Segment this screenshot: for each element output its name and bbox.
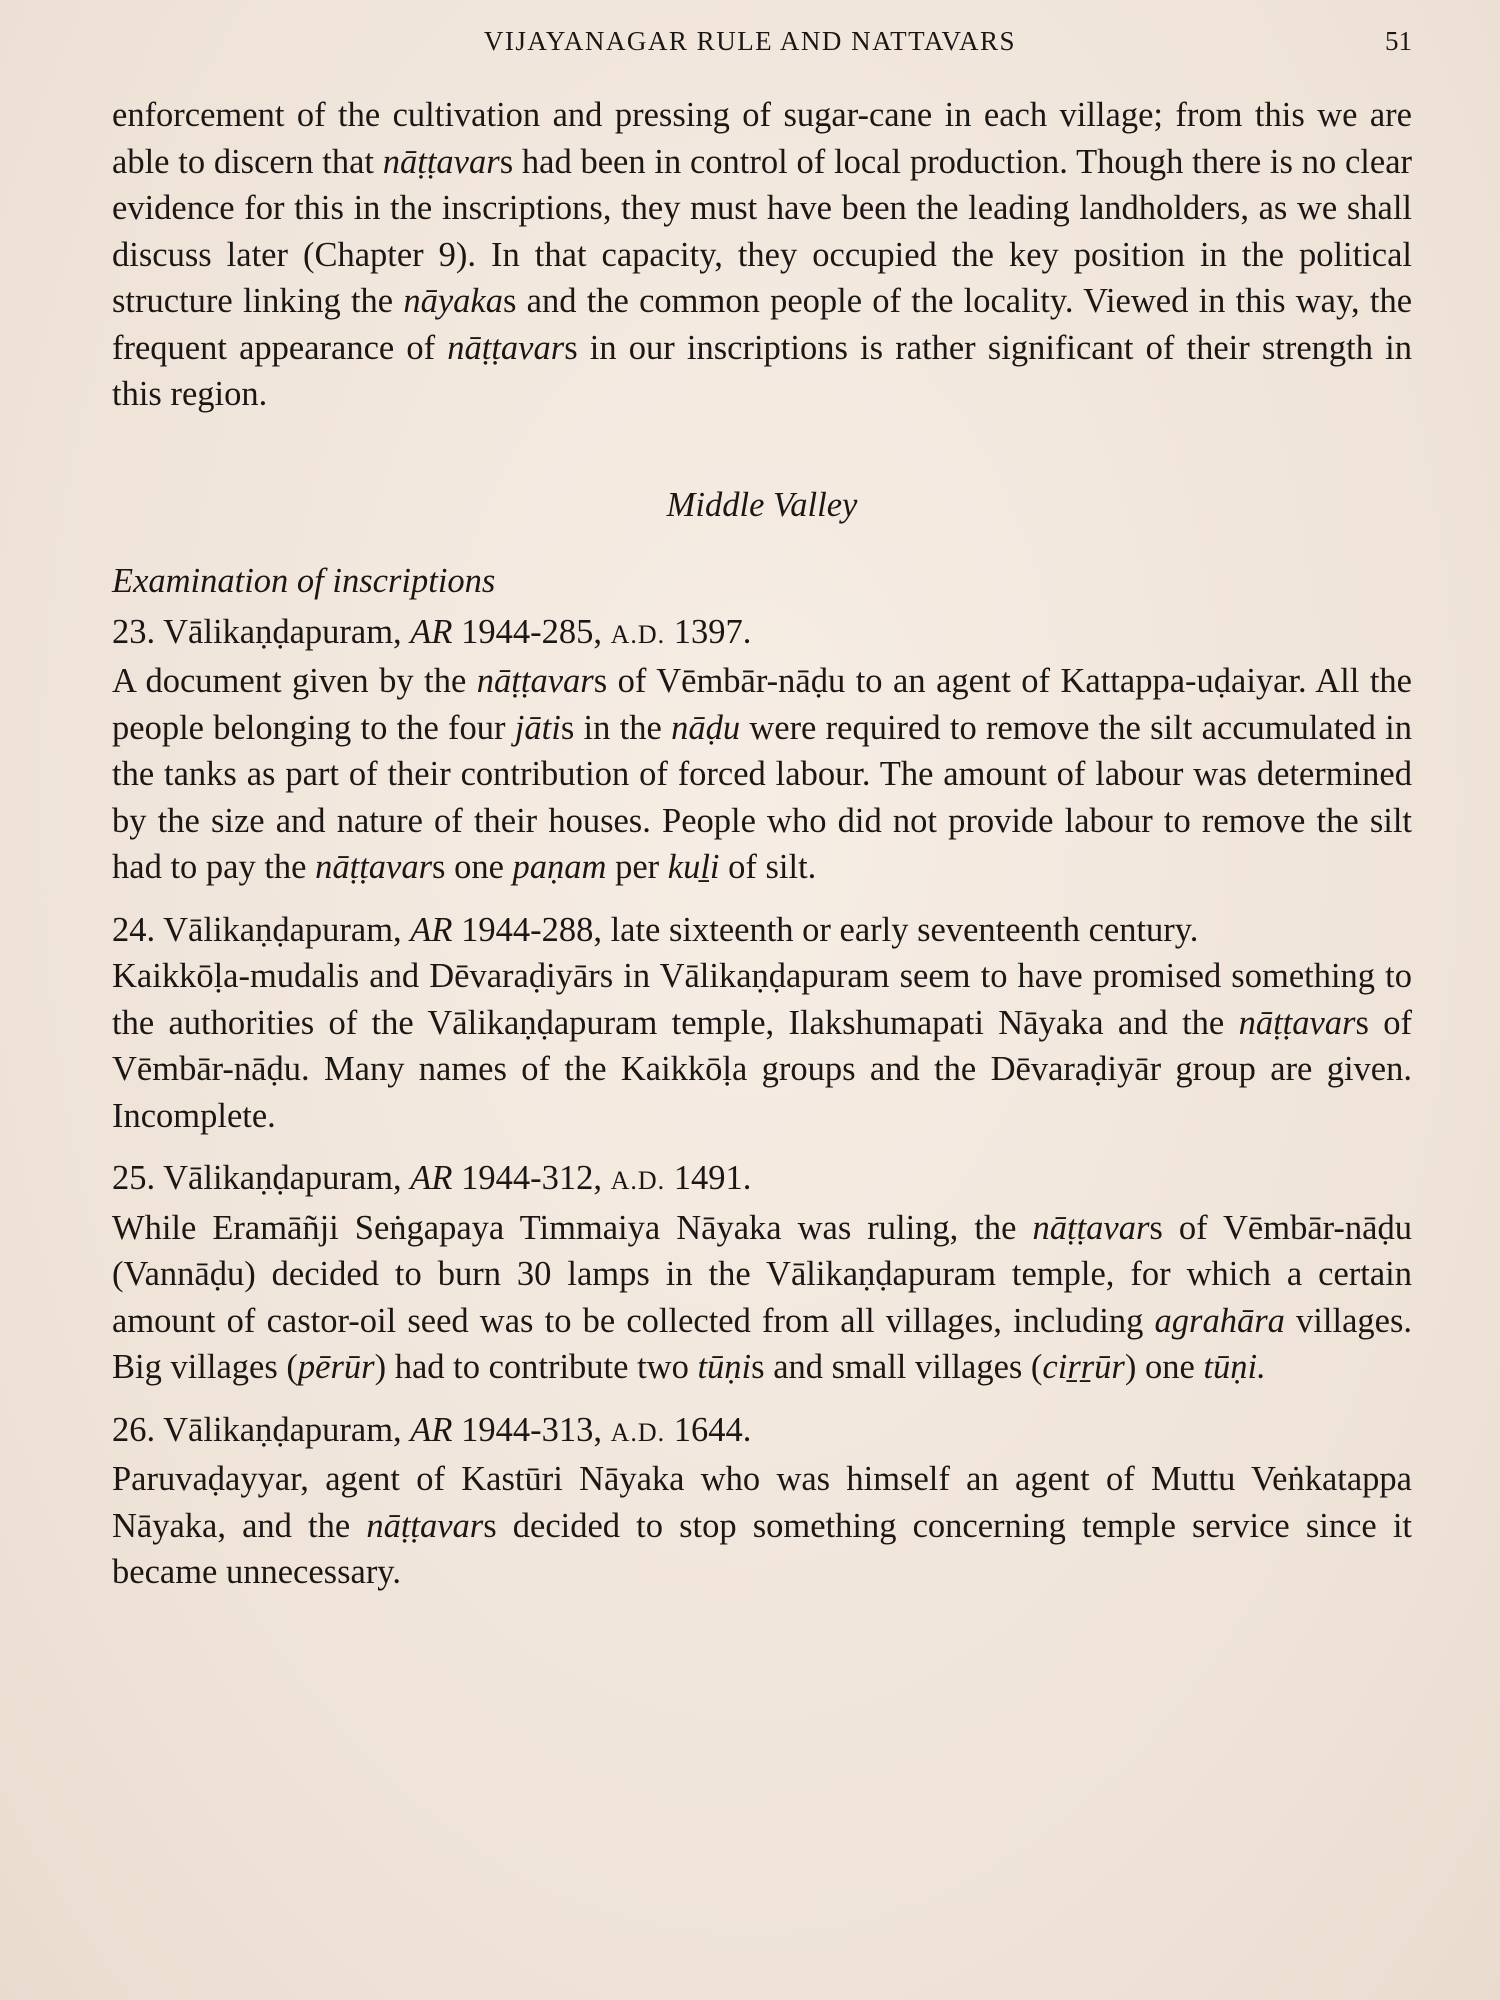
entry-heading: 24. Vālikaṇḍapuram, AR 1944-288, late sixteenth or early seventeenth century. (112, 910, 1199, 949)
sub-heading: Examination of inscriptions (112, 562, 496, 600)
inscription-entry-26 (112, 1407, 1412, 1596)
entry-heading: 25. Vālikaṇḍapuram, AR 1944-312, A.D. 1491. (112, 1159, 752, 1197)
inscription-entry-24 (112, 907, 1412, 1140)
page-number: 51 (1385, 26, 1412, 56)
entry-heading: 26. Vālikaṇḍapuram, AR 1944-313, A.D. 1644. (112, 1410, 752, 1449)
section-heading: Middle Valley (666, 485, 858, 524)
entry-heading: 23. Vālikaṇḍapuram, AR 1944-285, A.D. 1397. (112, 612, 752, 651)
inscription-entry-25 (112, 1155, 1412, 1391)
inscription-entry-23 (112, 609, 1412, 891)
intro-paragraph: enforcement of the cultivation and pressing of sugar-cane in each village; from this we are able to discern that nāṭṭavars had been in control of local production. Though there is no clear evidence for this in the inscriptions, they must have been the leading landholders, as we shall discuss later (Chapter 9). In that capacity, they occupied the key position in the political structure linking the nāyakas and the common people of the locality. Viewed in this way, the frequent appearance of nāṭṭavars in our inscriptions is rather significant of their strength in this region. (112, 96, 1413, 413)
page-content (112, 92, 1412, 1612)
entry-body: Paruvaḍayyar, agent of Kastūri Nāyaka who was himself an agent of Muttu Veṅkatappa Nāyaka, and the nāṭṭavars decided to stop something concerning temple service since it became unnecessary. (112, 1460, 1412, 1591)
entry-body: While Eramāñji Seṅgapaya Timmaiya Nāyaka was ruling, the nāṭṭavars of Vēmbār-nāḍu (Vannāḍu) decided to burn 30 lamps in the Vālikaṇḍapuram temple, for which a certain amount of castor-oil seed was to be collected from all villages, including agrahāra villages. Big villages (pērūr) had to contribute two tūṇis and small villages (ciṟṟūr) one tūṇi. (112, 1208, 1412, 1386)
running-title: VIJAYANAGAR RULE AND NATTAVARS (483, 26, 1017, 56)
running-head (0, 26, 1500, 66)
entry-body: Kaikkōḷa-mudalis and Dēvaraḍiyārs in Vālikaṇḍapuram seem to have promised something to the authorities of the Vālikaṇḍapuram temple, Ilakshumapati Nāyaka and the nāṭṭavars of Vēmbār-nāḍu. Many names of the Kaikkōḷa groups and the Dēvaraḍiyār group are given. Incomplete. (112, 957, 1413, 1135)
entry-body: A document given by the nāṭṭavars of Vēmbār-nāḍu to an agent of Kattappa-uḍaiyar. All the people belonging to the four jātis in the nāḍu were required to remove the silt accumulated in the tanks as part of their contribution of forced labour. The amount of labour was determined by the size and nature of their houses. People who did not provide labour to remove the silt had to pay the nāṭṭavars one paṇam per kuḻi of silt. (112, 662, 1413, 886)
